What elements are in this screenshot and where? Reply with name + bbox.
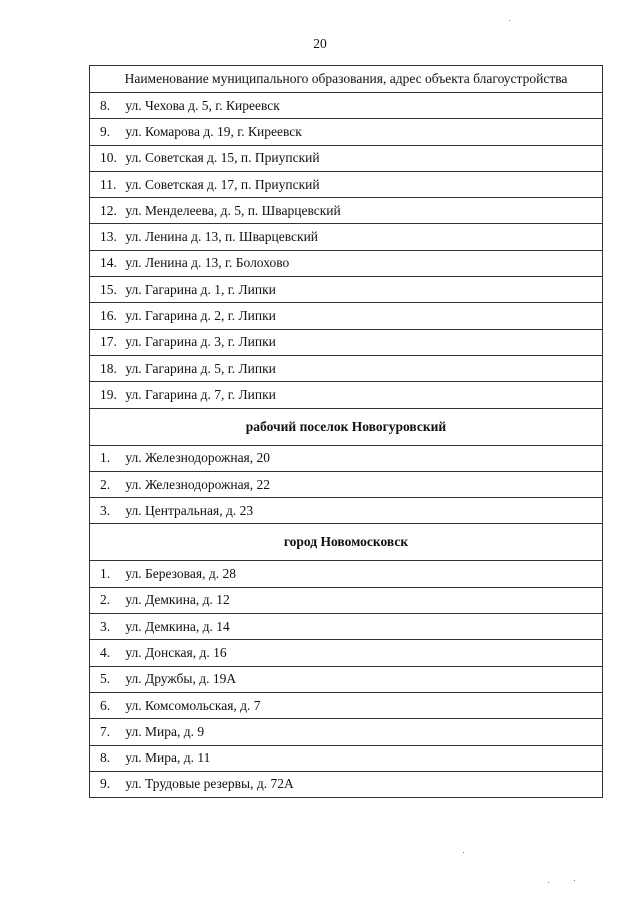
row-number: 18.: [100, 360, 117, 376]
row-address: ул. Березовая, д. 28: [125, 566, 236, 582]
row-number: 9.: [100, 776, 111, 792]
row-number: 6.: [100, 697, 111, 713]
address-cell: [90, 745, 603, 771]
row-number: 16.: [100, 308, 117, 324]
scan-speck: [548, 882, 549, 883]
row-address: ул. Гагарина д. 3, г. Липки: [125, 334, 276, 350]
row-address: ул. Донская, д. 16: [125, 644, 227, 660]
address-cell: [90, 614, 603, 640]
address-cell: [90, 224, 603, 250]
table-row: [90, 771, 603, 797]
row-address: ул. Мира, д. 11: [125, 750, 211, 766]
row-address: ул. Менделеева, д. 5, п. Шварцевский: [125, 202, 341, 218]
row-address: ул. Демкина, д. 14: [125, 618, 230, 634]
address-cell: [90, 640, 603, 666]
table-row: [90, 329, 603, 355]
table-row: [90, 382, 603, 408]
table-row: [90, 561, 603, 587]
table-row: [90, 303, 603, 329]
table-row: [90, 224, 603, 250]
row-number: 9.: [100, 123, 111, 139]
table-row: [90, 498, 603, 524]
address-cell: [90, 329, 603, 355]
table-row: [90, 745, 603, 771]
row-address: ул. Комарова д. 19, г. Киреевск: [125, 123, 302, 139]
address-table: [89, 65, 603, 798]
table-row: [90, 198, 603, 224]
table-row: [90, 119, 603, 145]
row-address: ул. Трудовые резервы, д. 72А: [125, 776, 294, 792]
row-number: 8.: [100, 97, 111, 113]
address-cell: [90, 692, 603, 718]
address-cell: [90, 145, 603, 171]
row-number: 5.: [100, 671, 111, 687]
address-cell: [90, 277, 603, 303]
table-row: [90, 250, 603, 276]
row-number: 4.: [100, 644, 111, 660]
row-number: 8.: [100, 750, 111, 766]
address-cell: [90, 771, 603, 797]
section-title: город Новомосковск: [90, 524, 603, 561]
row-number: 1.: [100, 450, 111, 466]
address-cell: [90, 666, 603, 692]
table-row: [90, 145, 603, 171]
section-header-row: [90, 408, 603, 445]
row-number: 19.: [100, 386, 117, 402]
address-table-body: [90, 66, 603, 798]
row-number: 2.: [100, 592, 111, 608]
table-row: [90, 587, 603, 613]
row-address: ул. Гагарина д. 1, г. Липки: [125, 281, 276, 297]
address-cell: [90, 93, 603, 119]
row-address: ул. Центральная, д. 23: [125, 502, 254, 518]
row-address: ул. Советская д. 17, п. Приупский: [125, 176, 320, 192]
scan-speck: [509, 20, 510, 21]
table-row: [90, 355, 603, 381]
table-row: [90, 692, 603, 718]
address-cell: [90, 561, 603, 587]
row-address: ул. Железнодорожная, 20: [125, 450, 271, 466]
row-number: 1.: [100, 566, 111, 582]
row-address: ул. Ленина д. 13, г. Болохово: [125, 255, 290, 271]
table-row: [90, 171, 603, 197]
page-number: 20: [313, 36, 327, 51]
table-row: [90, 471, 603, 497]
row-address: ул. Чехова д. 5, г. Киреевск: [125, 97, 280, 113]
row-address: ул. Дружбы, д. 19А: [125, 671, 237, 687]
table-header-row: [90, 66, 603, 93]
row-number: 15.: [100, 281, 117, 297]
address-cell: [90, 355, 603, 381]
row-address: ул. Демкина, д. 12: [125, 592, 230, 608]
address-cell: [90, 171, 603, 197]
row-number: 12.: [100, 202, 117, 218]
row-number: 17.: [100, 334, 117, 350]
address-cell: [90, 250, 603, 276]
address-cell: [90, 587, 603, 613]
table-row: [90, 666, 603, 692]
address-cell: [90, 445, 603, 471]
scan-speck: [463, 852, 464, 853]
row-number: 3.: [100, 618, 111, 634]
address-cell: [90, 119, 603, 145]
row-number: 11.: [100, 176, 117, 192]
row-number: 13.: [100, 229, 117, 245]
table-row: [90, 719, 603, 745]
row-number: 7.: [100, 723, 111, 739]
table-row: [90, 640, 603, 666]
row-address: ул. Гагарина д. 2, г. Липки: [125, 308, 276, 324]
address-cell: [90, 198, 603, 224]
table-header-cell: Наименование муниципального образования, адрес объекта благоустройства: [90, 66, 603, 93]
address-cell: [90, 719, 603, 745]
table-row: [90, 277, 603, 303]
table-row: [90, 93, 603, 119]
row-address: ул. Мира, д. 9: [125, 723, 205, 739]
row-address: ул. Комсомольская, д. 7: [125, 697, 261, 713]
address-cell: [90, 498, 603, 524]
section-header-row: [90, 524, 603, 561]
row-address: ул. Ленина д. 13, п. Шварцевский: [125, 229, 319, 245]
row-address: ул. Советская д. 15, п. Приупский: [125, 150, 320, 166]
table-row: [90, 614, 603, 640]
table-row: [90, 445, 603, 471]
address-cell: [90, 303, 603, 329]
row-address: ул. Гагарина д. 7, г. Липки: [125, 386, 276, 402]
row-number: 10.: [100, 150, 117, 166]
address-cell: [90, 471, 603, 497]
row-address: ул. Железнодорожная, 22: [125, 476, 271, 492]
row-number: 2.: [100, 476, 111, 492]
row-number: 3.: [100, 502, 111, 518]
section-title: рабочий поселок Новогуровский: [90, 408, 603, 445]
row-address: ул. Гагарина д. 5, г. Липки: [125, 360, 276, 376]
scan-speck: [574, 880, 575, 881]
row-number: 14.: [100, 255, 117, 271]
address-cell: [90, 382, 603, 408]
